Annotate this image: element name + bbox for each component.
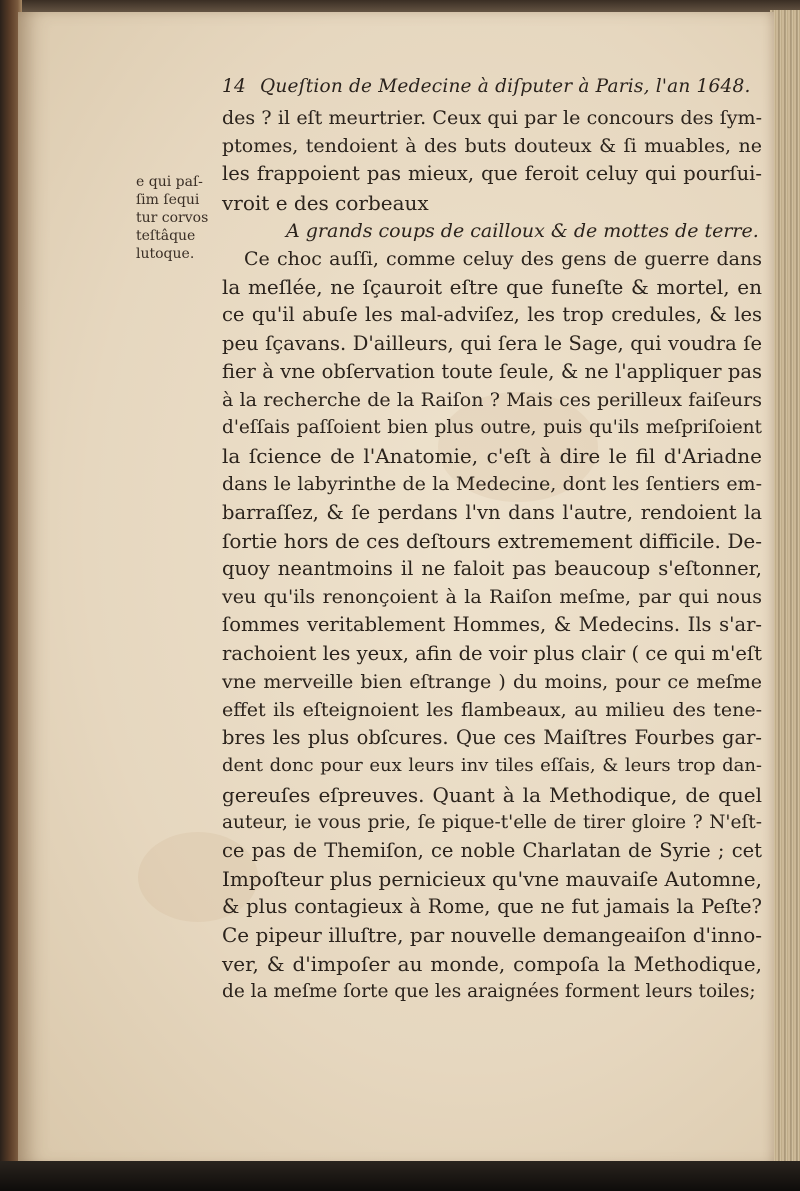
- scan-bottom-edge: [0, 1161, 800, 1191]
- body-text: [222, 104, 762, 1006]
- text-line: barraſſez, & ſe perdans l'vn dans l'autre, rendoient la: [222, 500, 762, 524]
- running-title: Queſtion de Medecine à diſputer à Paris, l'an 1648.: [260, 76, 751, 97]
- text-line: la ſcience de l'Anatomie, c'eſt à dire le fil d'Ariadne: [222, 444, 762, 469]
- text-line: la meſlée, ne ſçauroit eſtre que funeſte & mortel, en: [222, 275, 762, 300]
- marginal-note-line: teſtâque: [136, 228, 196, 244]
- text-line: dent donc pour eux leurs inv tiles eſſais, & leurs trop dan-: [222, 755, 762, 777]
- text-line: Ce pipeur illuſtre, par nouvelle demangeaiſon d'inno-: [222, 923, 762, 948]
- marginal-note-line: lutoque.: [136, 246, 195, 262]
- text-line: ptomes, tendoient à des buts douteux & ſi muables, ne: [222, 135, 762, 158]
- text-line: les frappoient pas mieux, que feroit celuy qui pourſui-: [222, 162, 762, 186]
- text-line: ſortie hors de ces deſtours extremement difficile. De-: [222, 528, 762, 553]
- text-line: Ce choc auſſi, comme celuy des gens de guerre dans: [244, 247, 762, 270]
- text-line: de la meſme ſorte que les araignées forment leurs toiles;: [222, 980, 756, 1002]
- text-line: vne merveille bien eſtrange ) du moins, pour ce meſme: [222, 670, 762, 693]
- text-line: fier à vne obſervation toute ſeule, & ne l'appliquer pas: [222, 359, 762, 383]
- text-line: d'eſſais paſſoient bien plus outre, puis qu'ils meſpriſoient: [222, 417, 762, 439]
- page-number: 14: [222, 76, 246, 97]
- marginal-note-line: e qui paſ-: [136, 174, 203, 190]
- text-line: auteur, ie vous prie, ſe pique-t'elle de tirer gloire ? N'eſt-: [222, 811, 762, 833]
- text-line: quoy neantmoins il ne faloit pas beaucoup s'eſtonner,: [222, 557, 762, 580]
- marginal-note-line: tur corvos: [136, 210, 209, 226]
- text-line: effet ils eſteignoient les flambeaux, au milieu des tene-: [222, 698, 762, 721]
- page-stack-edge: [770, 10, 800, 1170]
- text-line: veu qu'ils renonçoient à la Raiſon meſme, par qui nous: [222, 586, 762, 609]
- text-line: ce pas de Themiſon, ce noble Charlatan de Syrie ; cet: [222, 838, 762, 862]
- marginal-note-line: ſim ſequi: [136, 192, 200, 208]
- text-line: des ? il eſt meurtrier. Ceux qui par le concours des ſym-: [222, 107, 762, 129]
- text-line: ver, & d'impoſer au monde, compoſa la Methodique,: [222, 951, 762, 976]
- text-line: rachoient les yeux, afin de voir plus clair ( ce qui m'eſt: [222, 641, 762, 665]
- verse-line: vroit e des corbeaux: [222, 190, 429, 215]
- running-head: [222, 76, 762, 97]
- text-line: peu ſçavans. D'ailleurs, qui ſera le Sage, qui voudra ſe: [222, 331, 762, 355]
- marginal-note: [136, 173, 226, 263]
- text-line: ce qu'il abuſe les mal-adviſez, les trop credules, & les: [222, 303, 762, 327]
- text-line: ſommes veritablement Hommes, & Medecins. Ils s'ar-: [222, 613, 762, 637]
- verse-line: A grands coups de cailloux & de mottes de terre.: [286, 219, 759, 242]
- text-line: bres les plus obſcures. Que ces Maiſtres Fourbes gar-: [222, 726, 762, 750]
- text-line: à la recherche de la Raiſon ? Mais ces perilleux faiſeurs: [222, 388, 762, 411]
- text-line: dans le labyrinthe de la Medecine, dont les ſentiers em-: [222, 473, 762, 496]
- text-line: Impoſteur plus pernicieux qu'vne mauvaiſe Automne,: [222, 867, 762, 892]
- text-line: gereuſes eſpreuves. Quant à la Methodique, de quel: [222, 782, 762, 807]
- text-line: & plus contagieux à Rome, que ne fut jamais la Peſte?: [222, 895, 762, 919]
